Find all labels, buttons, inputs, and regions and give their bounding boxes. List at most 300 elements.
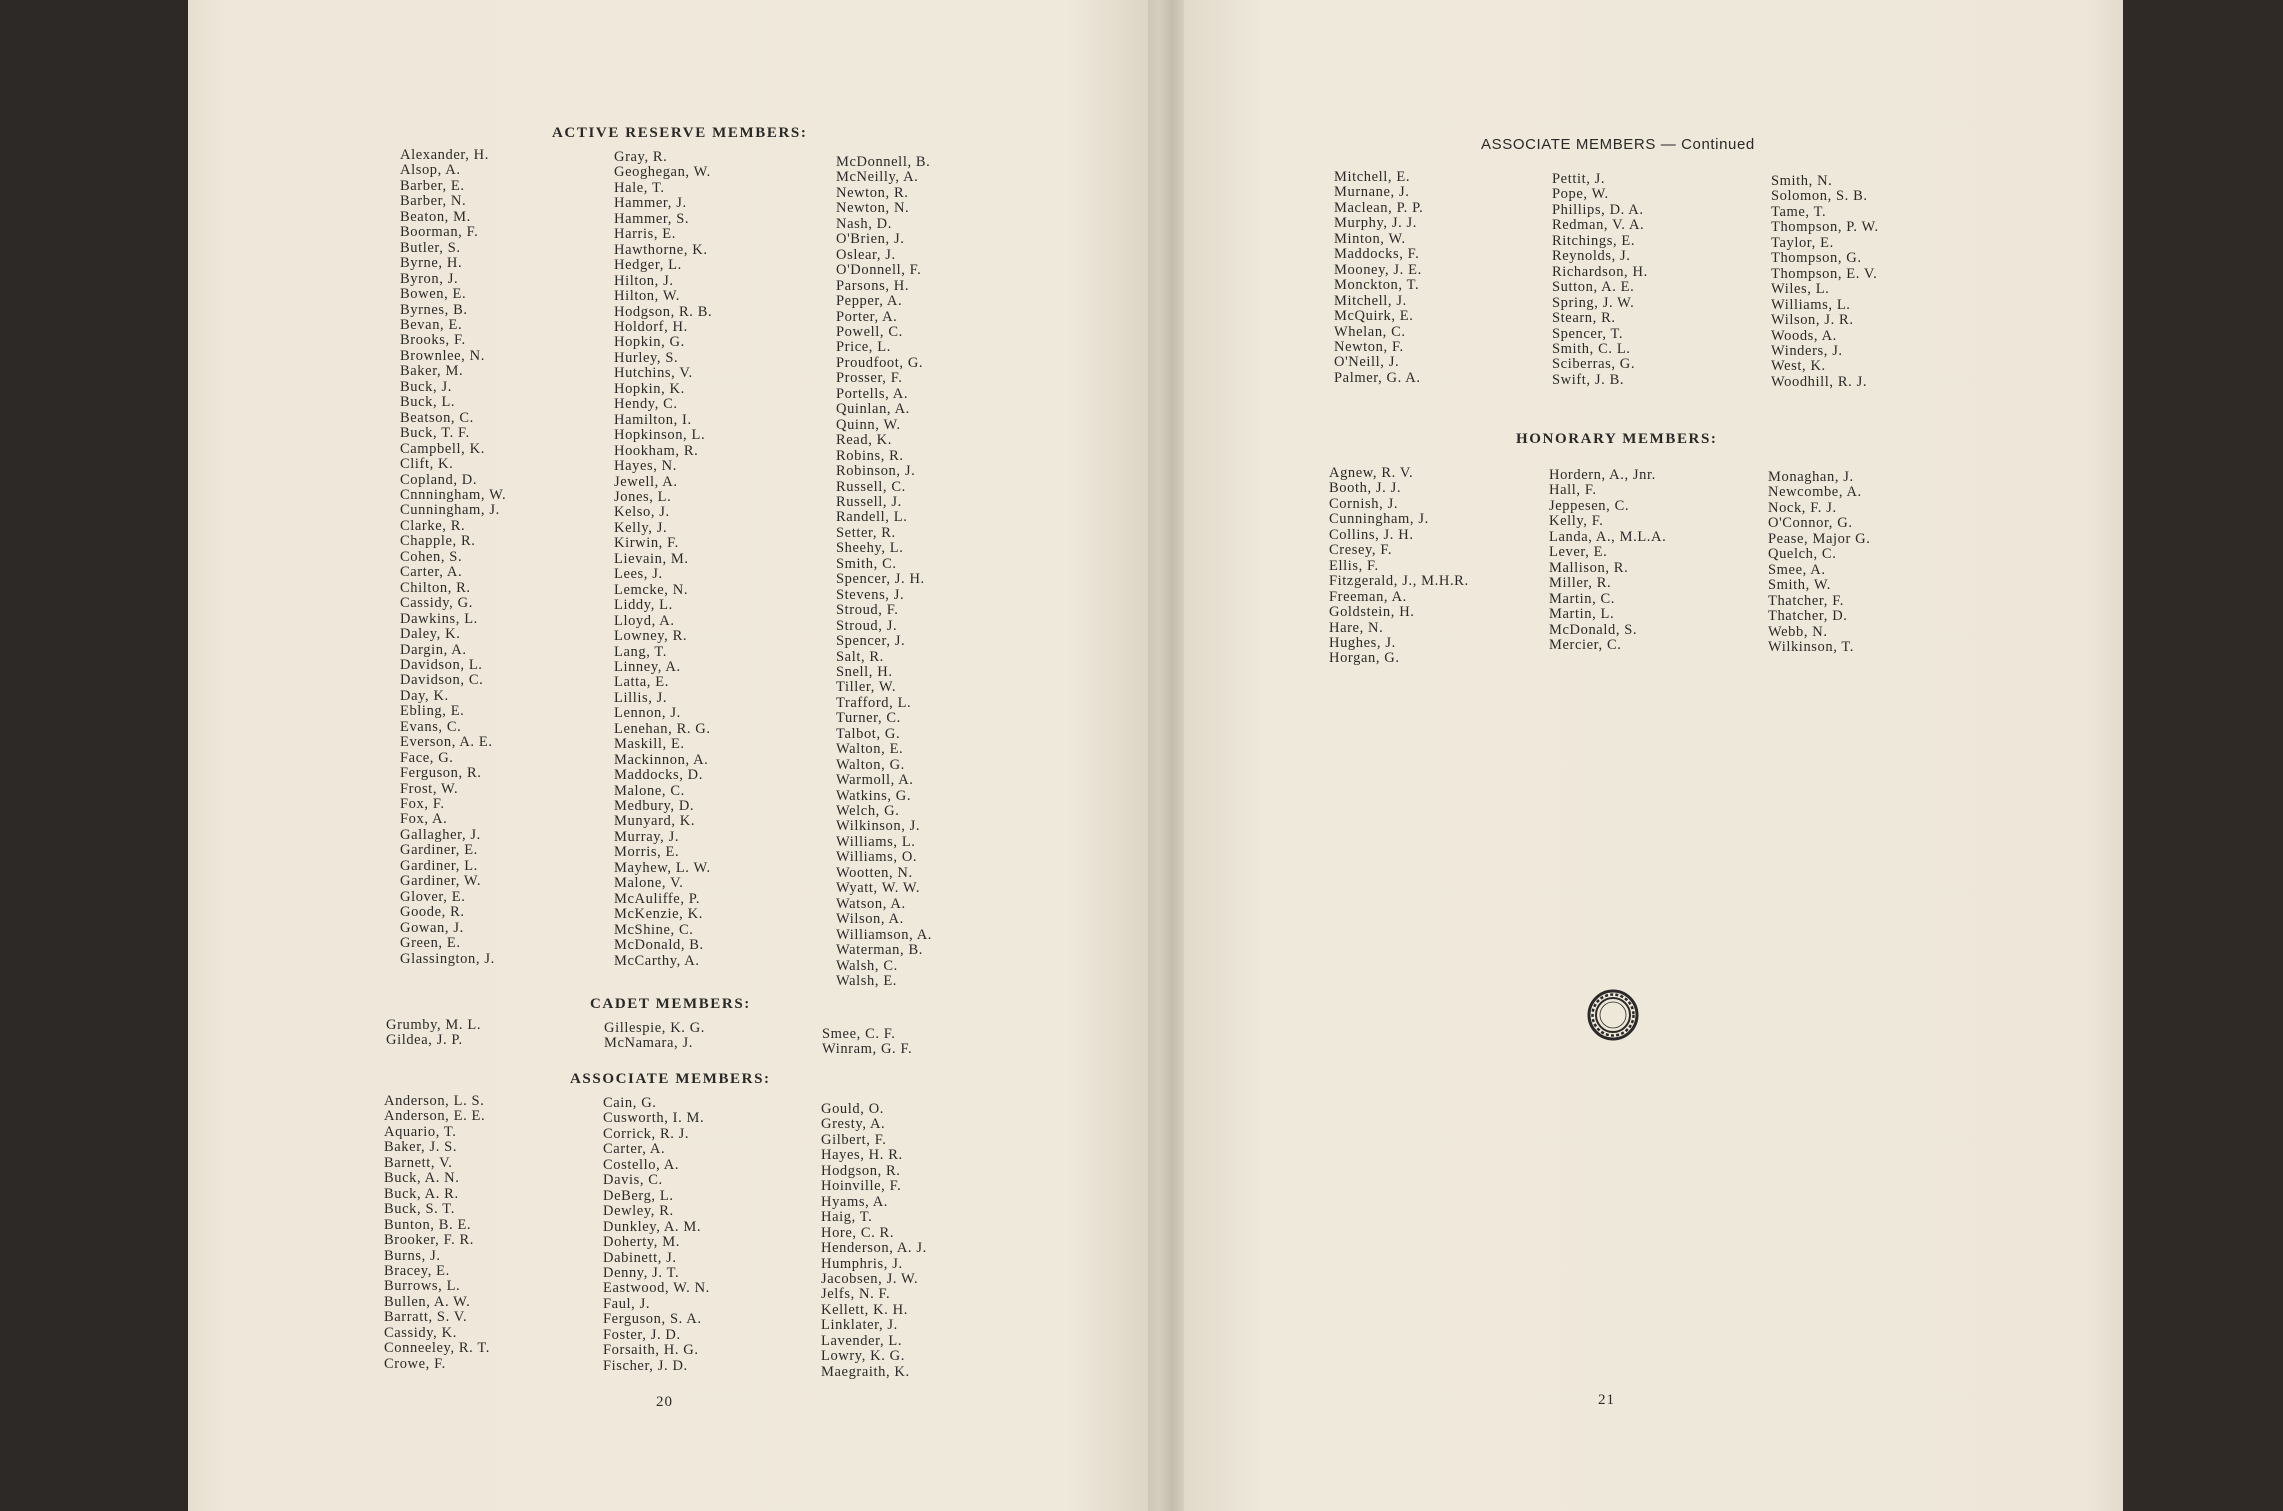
member-name: Hale, T. xyxy=(614,179,665,196)
member-name: Malone, V. xyxy=(614,875,684,892)
member-name: Cunningham, J. xyxy=(1329,511,1429,528)
member-name: Mitchell, J. xyxy=(1334,292,1407,309)
member-name: Walton, G. xyxy=(836,756,905,773)
member-name: DeBerg, L. xyxy=(603,1187,674,1204)
member-name: Corrick, R. J. xyxy=(603,1125,690,1142)
member-name: Evans, C. xyxy=(400,718,462,735)
member-name: Butler, S. xyxy=(400,239,461,256)
member-name: McDonnell, B. xyxy=(836,154,931,170)
member-name: Walton, E. xyxy=(836,741,904,758)
member-name: Welch, G. xyxy=(836,803,900,820)
member-name: Dunkley, A. M. xyxy=(603,1218,702,1235)
member-name: Gould, O. xyxy=(821,1101,884,1117)
associate-continued-title: ASSOCIATE MEMBERS — Continued xyxy=(1481,136,1755,153)
member-name: Wilkinson, J. xyxy=(836,818,921,835)
member-name: Harris, E. xyxy=(614,226,676,243)
book-gutter xyxy=(1160,0,1184,1511)
member-name: Geoghegan, W. xyxy=(614,164,711,181)
member-name: Eastwood, W. N. xyxy=(603,1280,710,1297)
member-name: Hedger, L. xyxy=(614,257,682,274)
member-name: Gildea, J. P. xyxy=(386,1032,463,1049)
member-name: Minton, W. xyxy=(1334,230,1406,247)
member-name: Dargin, A. xyxy=(400,641,467,658)
member-name: Woodhill, R. J. xyxy=(1771,373,1868,390)
member-name: Anderson, E. E. xyxy=(384,1108,486,1125)
member-name: McDonald, S. xyxy=(1549,621,1638,638)
member-name: Cohen, S. xyxy=(400,548,463,565)
member-name: Carter, A. xyxy=(400,564,463,581)
member-name: Grumby, M. L. xyxy=(386,1017,482,1033)
member-name: Palmer, G. A. xyxy=(1334,369,1421,386)
member-name: Winders, J. xyxy=(1771,342,1843,359)
member-name: Smee, A. xyxy=(1768,561,1826,578)
member-name: Goode, R. xyxy=(400,904,465,921)
member-name: Cassidy, G. xyxy=(400,595,473,612)
member-name: Cain, G. xyxy=(603,1095,657,1111)
member-name: Hore, C. R. xyxy=(821,1224,895,1241)
member-name: McNamara, J. xyxy=(604,1035,693,1052)
member-name: West, K. xyxy=(1771,358,1826,375)
member-name: Hutchins, V. xyxy=(614,365,693,382)
member-name: Watson, A. xyxy=(836,895,906,912)
member-name: Newton, N. xyxy=(836,200,910,217)
member-name: Cassidy, K. xyxy=(384,1324,457,1341)
member-name: Phillips, D. A. xyxy=(1552,201,1644,218)
member-name: Lenehan, R. G. xyxy=(614,720,711,737)
member-name: Jacobsen, J. W. xyxy=(821,1270,919,1287)
member-name: Smee, C. F. xyxy=(822,1026,896,1042)
member-name: Chapple, R. xyxy=(400,533,476,550)
member-name: Chilton, R. xyxy=(400,579,471,596)
member-name: Byrnes, B. xyxy=(400,301,468,318)
member-name: Talbot, G. xyxy=(836,725,901,742)
honorary-col1 xyxy=(1329,466,1469,667)
member-name: Kirwin, F. xyxy=(614,535,679,552)
member-name: Cresey, F. xyxy=(1329,542,1393,559)
member-name: Jones, L. xyxy=(614,488,672,505)
member-name: Copland, D. xyxy=(400,471,478,488)
member-name: Glassington, J. xyxy=(400,950,495,967)
member-name: Davidson, L. xyxy=(400,656,483,673)
member-name: Crowe, F. xyxy=(384,1355,446,1372)
member-name: Buck, A. N. xyxy=(384,1170,460,1187)
member-name: Kelly, J. xyxy=(614,519,668,536)
member-name: Walsh, C. xyxy=(836,957,898,974)
member-name: Ferguson, S. A. xyxy=(603,1311,702,1328)
member-name: Gowan, J. xyxy=(400,919,464,936)
member-name: Pettit, J. xyxy=(1552,171,1606,187)
member-name: Murphy, J. J. xyxy=(1334,215,1417,232)
active-reserve-col1 xyxy=(400,148,506,967)
member-name: Mackinnon, A. xyxy=(614,751,709,768)
member-name: Lavender, L. xyxy=(821,1332,903,1349)
member-name: Green, E. xyxy=(400,935,461,952)
member-name: Thatcher, F. xyxy=(1768,592,1844,609)
member-name: Haig, T. xyxy=(821,1209,873,1226)
member-name: Boorman, F. xyxy=(400,224,479,241)
member-name: Stearn, R. xyxy=(1552,310,1616,327)
member-name: Hammer, J. xyxy=(614,195,687,212)
member-name: Linney, A. xyxy=(614,658,681,675)
member-name: Lowney, R. xyxy=(614,628,688,645)
member-name: Price, L. xyxy=(836,339,891,356)
member-name: Davis, C. xyxy=(603,1172,663,1189)
member-name: Hodgson, R. xyxy=(821,1162,901,1179)
member-name: Setter, R. xyxy=(836,524,896,541)
member-name: Gallagher, J. xyxy=(400,826,481,843)
member-name: Wilkinson, T. xyxy=(1768,638,1855,655)
member-name: Mooney, J. E. xyxy=(1334,261,1422,278)
member-name: Murnane, J. xyxy=(1334,184,1410,201)
member-name: Hookham, R. xyxy=(614,442,699,459)
member-name: Bowen, E. xyxy=(400,286,467,303)
member-name: Walsh, E. xyxy=(836,973,898,990)
member-name: Martin, L. xyxy=(1549,606,1615,623)
member-name: Baker, J. S. xyxy=(384,1139,458,1156)
member-name: Buck, A. R. xyxy=(384,1185,459,1202)
member-name: Sheehy, L. xyxy=(836,540,904,557)
member-name: Bunton, B. E. xyxy=(384,1216,472,1233)
associate-col2 xyxy=(603,1096,710,1374)
member-name: Goldstein, H. xyxy=(1329,604,1415,621)
member-name: Robins, R. xyxy=(836,447,904,464)
member-name: Maddocks, F. xyxy=(1334,246,1420,263)
member-name: Wiles, L. xyxy=(1771,281,1830,298)
member-name: Kelly, F. xyxy=(1549,513,1604,530)
member-name: Pepper, A. xyxy=(836,293,903,310)
member-name: Fitzgerald, J., M.H.R. xyxy=(1329,573,1469,590)
member-name: Booth, J. J. xyxy=(1329,480,1402,497)
member-name: Sciberras, G. xyxy=(1552,356,1636,373)
member-name: Mallison, R. xyxy=(1549,559,1629,576)
page-number-left: 20 xyxy=(656,1394,673,1410)
member-name: Proudfoot, G. xyxy=(836,354,924,371)
member-name: Winram, G. F. xyxy=(822,1041,913,1058)
member-name: Robinson, J. xyxy=(836,463,916,480)
active-reserve-col2 xyxy=(614,150,712,969)
member-name: Webb, N. xyxy=(1768,623,1828,640)
member-name: Newcombe, A. xyxy=(1768,484,1862,501)
member-name: Fischer, J. D. xyxy=(603,1357,688,1374)
member-name: Ritchings, E. xyxy=(1552,232,1636,249)
member-name: Frost, W. xyxy=(400,780,459,797)
member-name: Porter, A. xyxy=(836,308,898,325)
member-name: Wyatt, W. W. xyxy=(836,880,921,897)
member-name: Humphris, J. xyxy=(821,1255,903,1272)
member-name: Lees, J. xyxy=(614,566,663,583)
member-name: Turner, C. xyxy=(836,710,901,727)
member-name: Williamson, A. xyxy=(836,926,933,943)
member-name: O'Donnell, F. xyxy=(836,262,922,279)
member-name: Aquario, T. xyxy=(384,1123,457,1140)
member-name: Face, G. xyxy=(400,749,454,766)
member-name: Foster, J. D. xyxy=(603,1326,681,1343)
member-name: Jeppesen, C. xyxy=(1549,497,1630,514)
member-name: Costello, A. xyxy=(603,1156,680,1173)
member-name: Mercier, C. xyxy=(1549,636,1622,653)
member-name: Day, K. xyxy=(400,687,449,704)
member-name: Hayes, H. R. xyxy=(821,1147,903,1164)
member-name: Sutton, A. E. xyxy=(1552,279,1635,296)
member-name: Stroud, F. xyxy=(836,602,899,619)
member-name: McNeilly, A. xyxy=(836,169,919,186)
member-name: Russell, J. xyxy=(836,493,902,510)
member-name: Baker, M. xyxy=(400,363,464,380)
member-name: Buck, J. xyxy=(400,378,452,395)
member-name: Taylor, E. xyxy=(1771,234,1834,251)
background-left xyxy=(0,0,190,1511)
member-name: Warmoll, A. xyxy=(836,772,914,789)
member-name: Freeman, A. xyxy=(1329,588,1407,605)
member-name: Read, K. xyxy=(836,432,892,449)
member-name: Reynolds, J. xyxy=(1552,248,1631,265)
member-name: Lang, T. xyxy=(614,643,667,660)
member-name: Clarke, R. xyxy=(400,517,466,534)
member-name: Cnnningham, W. xyxy=(400,486,507,503)
member-name: Lievain, M. xyxy=(614,550,689,567)
member-name: Byron, J. xyxy=(400,270,459,287)
member-name: Forsaith, H. G. xyxy=(603,1342,699,1359)
member-name: Randell, L. xyxy=(836,509,908,526)
member-name: Hammer, S. xyxy=(614,210,690,227)
member-name: Redman, V. A. xyxy=(1552,217,1645,234)
member-name: Thompson, G. xyxy=(1771,250,1862,267)
member-name: Hawthorne, K. xyxy=(614,241,708,258)
member-name: Maskill, E. xyxy=(614,736,685,753)
member-name: Cusworth, I. M. xyxy=(603,1110,705,1127)
member-name: Williams, L. xyxy=(1771,296,1851,313)
member-name: Campbell, K. xyxy=(400,440,485,457)
member-name: Portells, A. xyxy=(836,385,909,402)
member-name: Landa, A., M.L.A. xyxy=(1549,528,1667,545)
member-name: Wilson, A. xyxy=(836,911,904,928)
member-name: Newton, R. xyxy=(836,184,909,201)
member-name: Burrows, L. xyxy=(384,1278,461,1295)
member-name: Henderson, A. J. xyxy=(821,1240,927,1257)
member-name: Hayes, N. xyxy=(614,458,677,475)
member-name: Solomon, S. B. xyxy=(1771,188,1868,205)
member-name: O'Connor, G. xyxy=(1768,515,1853,532)
member-name: Bevan, E. xyxy=(400,316,463,333)
member-name: Brooker, F. R. xyxy=(384,1232,475,1249)
member-name: Brownlee, N. xyxy=(400,347,485,364)
member-name: Salt, R. xyxy=(836,648,884,665)
member-name: Thompson, E. V. xyxy=(1771,265,1878,282)
member-name: Burns, J. xyxy=(384,1247,441,1264)
member-name: Woods, A. xyxy=(1771,327,1837,344)
member-name: Lloyd, A. xyxy=(614,612,675,629)
member-name: Jewell, A. xyxy=(614,473,678,490)
member-name: Smith, C. xyxy=(836,555,897,572)
member-name: Malone, C. xyxy=(614,782,685,799)
member-name: Barber, E. xyxy=(400,177,465,194)
member-name: Jelfs, N. F. xyxy=(821,1286,891,1303)
member-name: Denny, J. T. xyxy=(603,1264,680,1281)
member-name: Gilbert, F. xyxy=(821,1131,887,1148)
member-name: Latta, E. xyxy=(614,674,669,691)
member-name: Wootten, N. xyxy=(836,864,913,881)
member-name: Alexander, H. xyxy=(400,147,489,163)
member-name: Fox, A. xyxy=(400,811,448,828)
member-name: Faul, J. xyxy=(603,1295,651,1312)
member-name: Spencer, T. xyxy=(1552,325,1624,342)
member-name: Agnew, R. V. xyxy=(1329,465,1414,481)
member-name: McCarthy, A. xyxy=(614,952,700,969)
member-name: Williams, L. xyxy=(836,833,916,850)
member-name: Ferguson, R. xyxy=(400,765,482,782)
honorary-title: HONORARY MEMBERS: xyxy=(1516,431,1718,447)
member-name: Parsons, H. xyxy=(836,277,910,294)
member-name: Whelan, C. xyxy=(1334,323,1406,340)
member-name: Tame, T. xyxy=(1771,203,1827,220)
member-name: Dawkins, L. xyxy=(400,610,478,627)
member-name: Williams, O. xyxy=(836,849,918,866)
member-name: McQuirk, E. xyxy=(1334,308,1414,325)
member-name: Stevens, J. xyxy=(836,586,905,603)
member-name: Hilton, W. xyxy=(614,288,681,305)
member-name: Buck, T. F. xyxy=(400,425,470,442)
member-name: Gardiner, W. xyxy=(400,873,482,890)
member-name: Smith, W. xyxy=(1768,577,1832,594)
member-name: Morris, E. xyxy=(614,844,680,861)
member-name: McKenzie, K. xyxy=(614,906,703,923)
member-name: Cornish, J. xyxy=(1329,495,1399,512)
member-name: Lowry, K. G. xyxy=(821,1348,905,1365)
member-name: Lemcke, N. xyxy=(614,581,689,598)
member-name: Hyams, A. xyxy=(821,1193,889,1210)
cadet-col3 xyxy=(822,1027,912,1058)
member-name: Richardson, H. xyxy=(1552,263,1648,280)
member-name: Horgan, G. xyxy=(1329,650,1400,667)
member-name: Thatcher, D. xyxy=(1768,608,1848,625)
member-name: Smith, N. xyxy=(1771,173,1833,189)
member-name: Ebling, E. xyxy=(400,703,465,720)
member-name: Medbury, D. xyxy=(614,798,695,815)
member-name: Quinn, W. xyxy=(836,416,901,433)
member-name: Conneeley, R. T. xyxy=(384,1340,490,1357)
member-name: Barnett, V. xyxy=(384,1154,453,1171)
member-name: Davidson, C. xyxy=(400,672,484,689)
honorary-col3 xyxy=(1768,470,1870,655)
member-name: Mitchell, E. xyxy=(1334,169,1411,185)
member-name: Prosser, F. xyxy=(836,370,903,387)
member-name: Wilson, J. R. xyxy=(1771,312,1854,329)
member-name: Miller, R. xyxy=(1549,575,1612,592)
cadet-col1 xyxy=(386,1018,481,1049)
member-name: Powell, C. xyxy=(836,323,903,340)
member-name: Dewley, R. xyxy=(603,1203,674,1220)
member-name: Hilton, J. xyxy=(614,272,674,289)
member-name: Collins, J. H. xyxy=(1329,526,1414,543)
member-name: Hurley, S. xyxy=(614,349,679,366)
member-name: Tiller, W. xyxy=(836,679,897,696)
member-name: Quelch, C. xyxy=(1768,546,1837,563)
member-name: O'Brien, J. xyxy=(836,231,905,248)
member-name: Hare, N. xyxy=(1329,619,1384,636)
member-name: Lillis, J. xyxy=(614,689,668,706)
member-name: O'Neill, J. xyxy=(1334,354,1400,371)
member-name: Nock, F. J. xyxy=(1768,499,1837,516)
member-name: Spencer, J. H. xyxy=(836,571,925,588)
member-name: Waterman, B. xyxy=(836,942,923,959)
member-name: Alsop, A. xyxy=(400,162,461,179)
member-name: Hall, F. xyxy=(1549,482,1597,499)
member-name: Spring, J. W. xyxy=(1552,294,1635,311)
member-name: Thompson, P. W. xyxy=(1771,219,1879,236)
active-reserve-col3 xyxy=(836,155,932,989)
member-name: Liddy, L. xyxy=(614,597,673,614)
member-name: Kellett, K. H. xyxy=(821,1301,908,1318)
member-name: Munyard, K. xyxy=(614,813,696,830)
member-name: Anderson, L. S. xyxy=(384,1093,485,1109)
member-name: Daley, K. xyxy=(400,626,461,643)
associate-cont-col3 xyxy=(1771,174,1879,390)
member-name: Monckton, T. xyxy=(1334,277,1420,294)
member-name: Snell, H. xyxy=(836,663,893,680)
member-name: Barber, N. xyxy=(400,193,467,210)
member-name: Clift, K. xyxy=(400,456,454,473)
member-name: Stroud, J. xyxy=(836,617,898,634)
associate-cont-col2 xyxy=(1552,172,1648,388)
member-name: Maclean, P. P. xyxy=(1334,199,1424,216)
member-name: Hughes, J. xyxy=(1329,634,1396,651)
member-name: Beaton, M. xyxy=(400,208,471,225)
associate-title: ASSOCIATE MEMBERS: xyxy=(570,1071,771,1087)
member-name: Everson, A. E. xyxy=(400,734,493,751)
member-name: Linklater, J. xyxy=(821,1317,898,1334)
member-name: Russell, C. xyxy=(836,478,906,495)
member-name: Cunningham, J. xyxy=(400,502,500,519)
cadet-col2 xyxy=(604,1021,705,1052)
member-name: Trafford, L. xyxy=(836,694,912,711)
member-name: Barratt, S. V. xyxy=(384,1309,468,1326)
associate-col3 xyxy=(821,1102,927,1380)
member-name: Hoinville, F. xyxy=(821,1178,902,1195)
member-name: McAuliffe, P. xyxy=(614,890,701,907)
background-right xyxy=(2123,0,2283,1511)
member-name: Murray, J. xyxy=(614,828,680,845)
member-name: Monaghan, J. xyxy=(1768,469,1854,485)
member-name: Gray, R. xyxy=(614,149,668,165)
member-name: Byrne, H. xyxy=(400,255,463,272)
member-name: Gardiner, E. xyxy=(400,842,478,859)
cadet-title: CADET MEMBERS: xyxy=(590,996,751,1012)
member-name: Hordern, A., Jnr. xyxy=(1549,467,1656,483)
member-name: Beatson, C. xyxy=(400,409,474,426)
member-name: Brooks, F. xyxy=(400,332,466,349)
member-name: Bullen, A. W. xyxy=(384,1293,471,1310)
member-name: Gresty, A. xyxy=(821,1116,886,1133)
member-name: Gardiner, L. xyxy=(400,857,478,874)
member-name: Bracey, E. xyxy=(384,1262,450,1279)
member-name: Pease, Major G. xyxy=(1768,530,1871,547)
member-name: Nash, D. xyxy=(836,215,892,232)
member-name: Doherty, M. xyxy=(603,1234,680,1251)
member-name: Gillespie, K. G. xyxy=(604,1020,706,1036)
honorary-col2 xyxy=(1549,468,1666,653)
member-name: Mayhew, L. W. xyxy=(614,859,711,876)
member-name: Buck, L. xyxy=(400,394,456,411)
member-name: Hodgson, R. B. xyxy=(614,303,713,320)
member-name: Smith, C. L. xyxy=(1552,340,1631,357)
member-name: Hamilton, I. xyxy=(614,411,692,428)
member-name: Martin, C. xyxy=(1549,590,1616,607)
member-name: Newton, F. xyxy=(1334,338,1404,355)
member-name: Pope, W. xyxy=(1552,186,1609,203)
member-name: Carter, A. xyxy=(603,1141,666,1158)
member-name: Lever, E. xyxy=(1549,544,1608,561)
associate-col1 xyxy=(384,1094,490,1372)
